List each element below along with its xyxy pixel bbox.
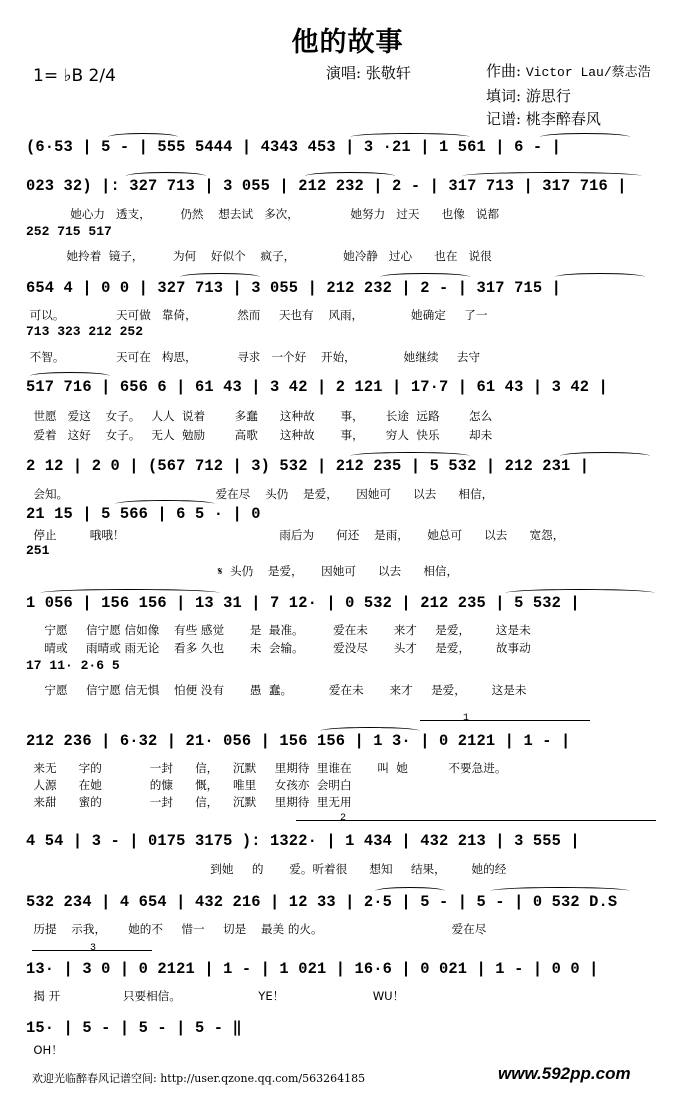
composer-name: Victor Lau/蔡志浩 — [525, 65, 651, 80]
lyric-line: 到她 的 爱。听着很 想知 结果， 她的经 — [26, 862, 507, 876]
lyricist-credit: 填词: 游思行 — [486, 87, 571, 105]
score-row-3: 654 4 | 0 0 | 327 713 | 3 055 | 212 232 | 2 - | 317 715 | — [26, 279, 561, 297]
alt-notes: 251 — [26, 543, 50, 558]
score-row-11: 13· | 3 0 | 0 2121 | 1 - | 1 021 | 16·6 | 0 021 | 1 - | 0 0 | — [26, 960, 599, 978]
slur — [350, 452, 470, 460]
volta-1: 1 — [463, 713, 470, 724]
lyric-line: 人源 在她 的慷 慨， 唯里 女孩亦 会明白 — [26, 778, 352, 792]
lyric-line: 不智。 天可在 构思， 寻求 一个好 开始， 她继续 去守 — [26, 350, 481, 364]
lyric-line: 揭 开 只要相信。 YE！ WU！ — [26, 989, 405, 1003]
slur — [462, 172, 642, 180]
slur — [115, 500, 215, 508]
footer-credit: 欢迎光临醉春风记谱空间: http://user.qzone.qq.com/563264185 — [32, 1072, 366, 1085]
score-row-8: 212 236 | 6·32 | 21· 056 | 156 156 | 1 3· | 0 2121 | 1 - | — [26, 732, 571, 750]
lyric-line: 她心力 透支， 仍然 想去试 多次， 她努力 过天 也像 说都 — [26, 207, 500, 221]
lyric-line: 她拎着 镜子， 为何 好似个 疯子， 她冷静 过心 也在 说很 — [26, 249, 492, 263]
slur — [30, 372, 110, 380]
key-signature: 1= ♭B 2/4 — [33, 66, 116, 86]
score-row-1: (6·53 | 5 - | 555 5444 | 4343 453 | 3 ·21 | 1 561 | 6 - | — [26, 138, 561, 156]
volta-2: 2 — [340, 813, 347, 824]
lyric-line: 来甜 蜜的 一封 信， 沉默 里期待 里无用 — [26, 795, 352, 809]
lyric-line: 来无 字的 一封 信， 沉默 里期待 里谁在 叫 她 不要急进。 — [26, 761, 507, 775]
score-row-4: 517 716 | 656 6 | 61 43 | 3 42 | 2 121 | 17·7 | 61 43 | 3 42 | — [26, 378, 608, 396]
lyric-line: 爱着 这好 女子。 无人 勉励 高歌 这种故 事， 穷人 快乐 却未 — [26, 428, 493, 442]
slur — [108, 133, 178, 141]
score-row-10: 532 234 | 4 654 | 432 216 | 12 33 | 2·5 | 5 - | 5 - | 0 532 D.S — [26, 893, 618, 911]
slur — [320, 727, 420, 735]
score-row-2: 023 32) |: 327 713 | 3 055 | 212 232 | 2 - | 317 713 | 317 716 | — [26, 177, 627, 195]
lyric-line: 停止 哦哦！ 雨后为 何还 是雨， 她总可 以去 宽怨， — [26, 528, 565, 542]
volta-bracket — [296, 820, 656, 821]
slur — [350, 133, 470, 141]
lyric-line: 世愿 爱这 女子。 人人 说着 多蠢 这种故 事， 长途 远路 怎么 — [26, 409, 493, 423]
score-row-5: 2 12 | 2 0 | (567 712 | 3) 532 | 212 235 | 5 532 | 212 231 | — [26, 457, 590, 475]
alt-notes: 713 323 212 252 — [26, 324, 144, 339]
transcriber-credit: 记谱: 桃李醉春风 — [486, 110, 601, 128]
triplet-mark: 3 — [90, 943, 97, 954]
site-watermark: www.592pp.com — [498, 1064, 631, 1083]
alt-notes: 252 715 517 — [26, 224, 112, 239]
slur — [505, 589, 655, 597]
lyric-line: 历提 示我， 她的不 惜一 切是 最美 的火。 爱在尽 — [26, 922, 487, 936]
score-row-7: 1 056 | 156 156 | 13 31 | 7 12· | 0 532 | 212 235 | 5 532 | — [26, 594, 580, 612]
score-row-6: 21 15 | 5 566 | 6 5 · | 0 — [26, 505, 261, 523]
volta-bracket — [420, 720, 590, 721]
slur — [380, 273, 470, 281]
slur — [555, 273, 645, 281]
slur — [540, 133, 630, 141]
score-row-9: 4 54 | 3 - | 0175 3175 ): 1322· | 1 434 | 432 213 | 3 555 | — [26, 832, 580, 850]
lyric-line: 宁愿 信宁愿 信如像 有些 感觉 是 最准。 爱在未 来才 是爱， 这是未 — [26, 623, 531, 637]
slur — [560, 452, 650, 460]
lyric-line: 宁愿 信宁愿 信无惧 怕便 没有 愚 蠢。 爱在未 来才 是爱， 这是未 — [26, 683, 527, 697]
slur — [126, 172, 206, 180]
lyric-line: 可以。 天可做 靠倚， 然而 天也有 风雨， 她确定 了一 — [26, 308, 488, 322]
lyric-line: 晴或 雨晴或 雨无论 看多 久也 未 会输。 爱没尽 头才 是爱， 故事动 — [26, 641, 531, 655]
lyric-line: 𝄋 头仍 是爱， 因她可 以去 相信， — [26, 564, 459, 578]
slur — [180, 273, 260, 281]
lyric-line: OH！ — [26, 1043, 63, 1057]
slur — [305, 172, 395, 180]
lyric-line: 会知。 爱在尽 头仍 是爱， 因她可 以去 相信， — [26, 487, 494, 501]
slur — [40, 589, 220, 597]
slur — [490, 887, 630, 895]
page-title: 他的故事 — [291, 27, 404, 58]
composer-credit — [486, 60, 651, 81]
composer-label: 作曲: — [486, 62, 522, 80]
score-row-12: 15· | 5 - | 5 - | 5 - ‖ — [26, 1019, 242, 1037]
slur — [375, 887, 445, 895]
singer-credit: 演唱: 张敬轩 — [326, 64, 411, 82]
alt-notes: 17 11· 2·6 5 — [26, 658, 120, 673]
